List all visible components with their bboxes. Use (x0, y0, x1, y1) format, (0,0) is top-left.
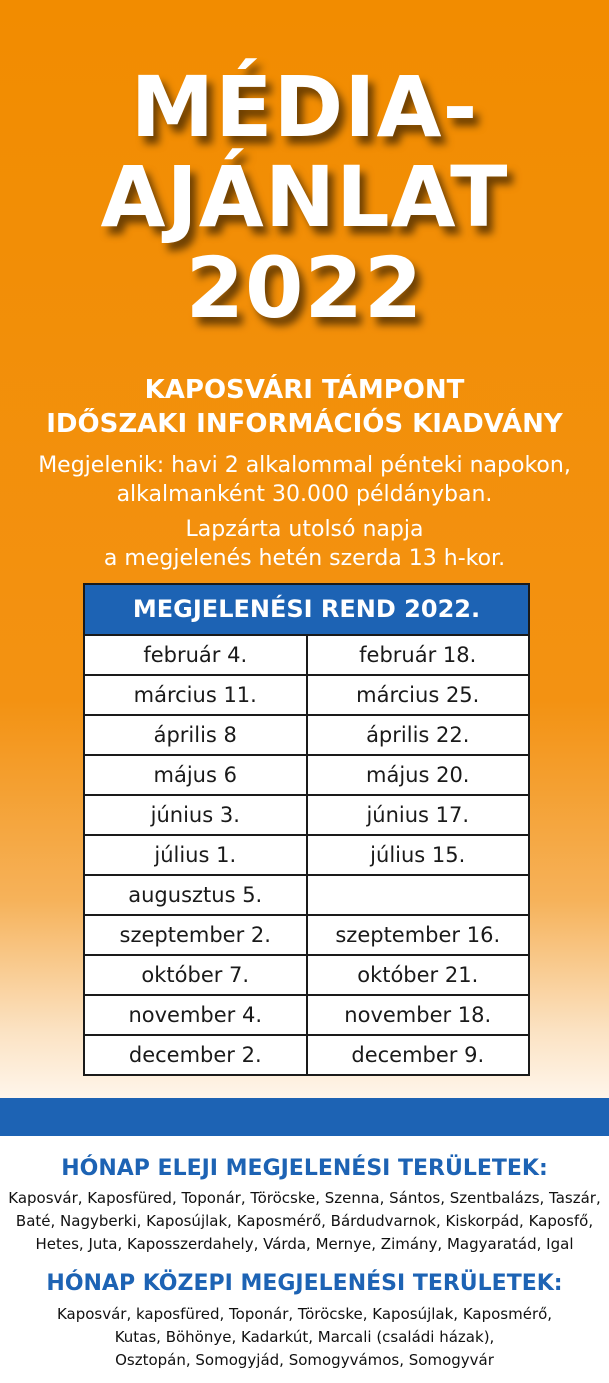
blue-divider-band (0, 1098, 609, 1136)
table-row (85, 956, 528, 996)
table-cell: március 25. (356, 683, 480, 707)
table-cell: szeptember 2. (85, 916, 308, 954)
table-row (85, 876, 528, 916)
publication-type: IDŐSZAKI INFORMÁCIÓS KIADVÁNY (46, 409, 563, 439)
table-row (85, 836, 528, 876)
table-cell: július 15. (370, 843, 466, 867)
table-cell: november 18. (344, 1003, 492, 1027)
table-row (85, 796, 528, 836)
area-line: Kaposvár, Kaposfüred, Toponár, Töröcske, Szenna, Sántos, Szentbalázs, Taszár, (8, 1189, 601, 1207)
table-cell: március 11. (85, 676, 308, 714)
table-cell: február 4. (85, 636, 308, 674)
table-cell: szeptember 16. (335, 923, 501, 947)
table-cell-empty (308, 876, 529, 914)
publication-name: KAPOSVÁRI TÁMPONT (144, 375, 465, 405)
mid-areas-list (0, 1303, 609, 1372)
frequency-line: Megjelenik: havi 2 alkalommal pénteki napokon, (38, 453, 571, 478)
table-cell: június 3. (85, 796, 308, 834)
table-row (85, 1036, 528, 1074)
table-row (85, 716, 528, 756)
table-cell: augusztus 5. (85, 876, 308, 914)
area-line: Baté, Nagyberki, Kaposújlak, Kaposmérő, Bárdudvarnok, Kiskorpád, Kaposfő, (15, 1212, 594, 1230)
table-row (85, 756, 528, 796)
table-row (85, 916, 528, 956)
area-line: Osztopán, Somogyjád, Somogyvámos, Somogyvár (115, 1351, 494, 1369)
table-cell: február 18. (359, 643, 477, 667)
deadline-line-1: Lapzárta utolsó napja (185, 517, 424, 542)
schedule-table (83, 583, 530, 1076)
title-year: 2022 (185, 239, 424, 337)
table-cell: április 22. (366, 723, 470, 747)
table-cell: május 6 (85, 756, 308, 794)
table-cell: november 4. (85, 996, 308, 1034)
circulation-line: alkalmanként 30.000 példányban. (116, 482, 493, 507)
table-cell: december 2. (85, 1036, 308, 1074)
early-areas-title: HÓNAP ELEJI MEGJELENÉSI TERÜLETEK: (61, 1156, 548, 1181)
area-line: Kutas, Böhönye, Kadarkút, Marcali (családi házak), (114, 1328, 495, 1346)
schedule-header: MEGJELENÉSI REND 2022. (85, 585, 528, 636)
early-areas-list (0, 1187, 609, 1256)
deadline-line-2: a megjelenés hetén szerda 13 h-kor. (103, 546, 506, 571)
title-line-1: MÉDIA- (130, 58, 479, 156)
table-row (85, 636, 528, 676)
table-cell: október 21. (357, 963, 479, 987)
table-cell: október 7. (85, 956, 308, 994)
mid-areas-title: HÓNAP KÖZEPI MEGJELENÉSI TERÜLETEK: (46, 1271, 563, 1296)
table-cell: május 20. (366, 763, 470, 787)
title-line-2: AJÁNLAT (100, 148, 509, 246)
table-row (85, 996, 528, 1036)
table-cell: december 9. (351, 1043, 485, 1067)
table-cell: április 8 (85, 716, 308, 754)
area-line: Hetes, Juta, Kaposszerdahely, Várda, Mernye, Zimány, Magyaratád, Igal (35, 1235, 574, 1253)
table-cell: július 1. (85, 836, 308, 874)
area-line: Kaposvár, kaposfüred, Toponár, Töröcske, Kaposújlak, Kaposmérő, (56, 1305, 553, 1323)
table-row (85, 676, 528, 716)
table-cell: június 17. (366, 803, 470, 827)
